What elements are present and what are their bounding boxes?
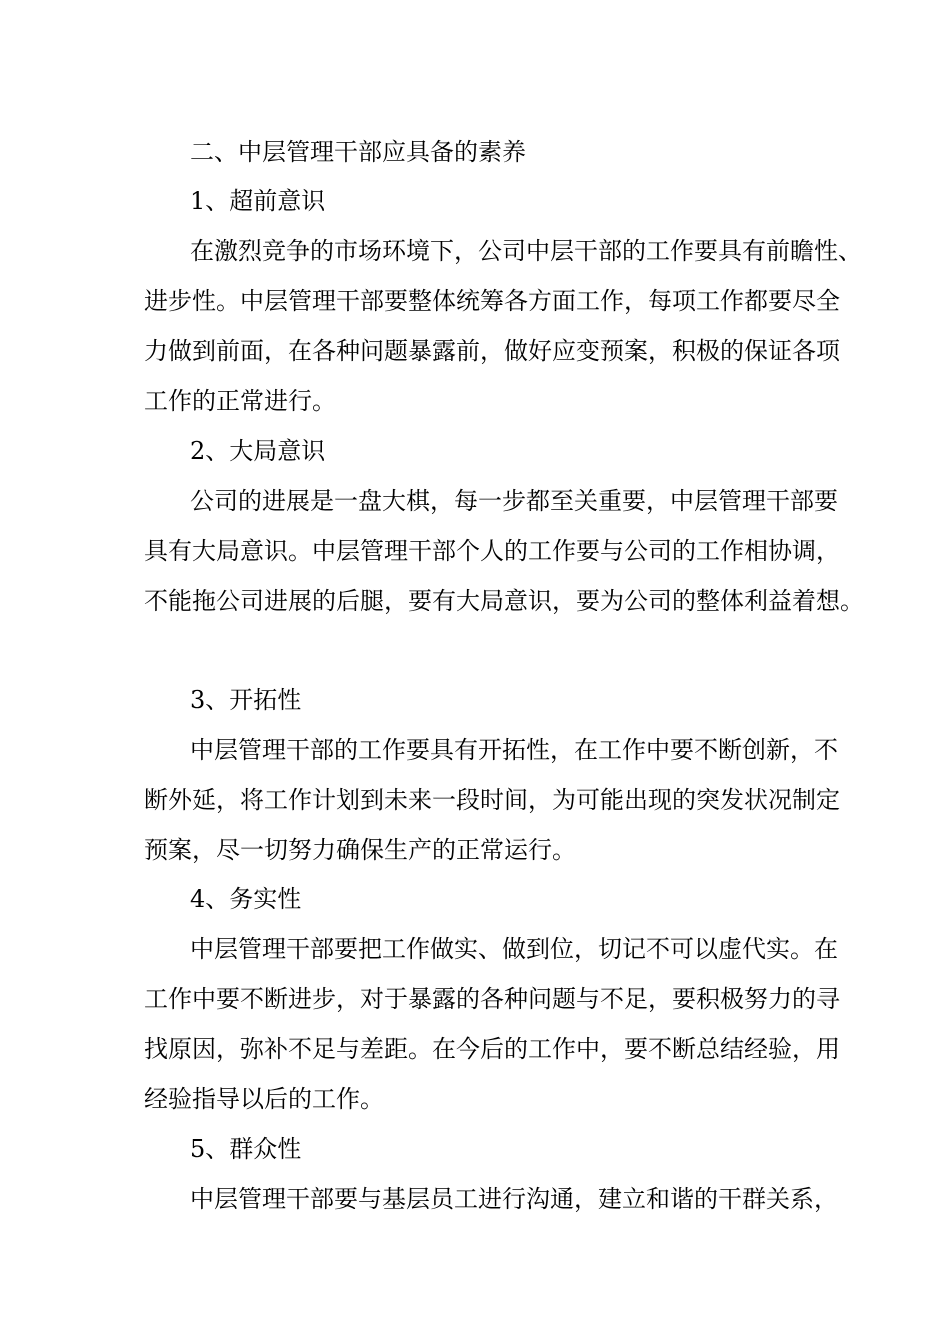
section-title-4: 4、务实性: [190, 885, 302, 913]
section-title-2: 2、大局意识: [190, 437, 326, 465]
paragraph-line: 具有大局意识。中层管理干部个人的工作要与公司的工作相协调，: [144, 537, 840, 565]
paragraph-line: 中层管理干部要把工作做实、做到位，切记不可以虚代实。在: [190, 935, 838, 963]
paragraph-line: 经验指导以后的工作。: [144, 1085, 384, 1113]
paragraph-line: 预案，尽一切努力确保生产的正常运行。: [144, 836, 576, 864]
paragraph-line: 进步性。中层管理干部要整体统筹各方面工作，每项工作都要尽全: [144, 287, 840, 315]
paragraph-line: 中层管理干部要与基层员工进行沟通，建立和谐的干群关系，: [190, 1185, 838, 1213]
paragraph-line: 在激烈竞争的市场环境下，公司中层干部的工作要具有前瞻性、: [190, 237, 862, 265]
paragraph-line: 中层管理干部的工作要具有开拓性，在工作中要不断创新，不: [190, 736, 838, 764]
section-heading: 二、中层管理干部应具备的素养: [190, 138, 526, 166]
paragraph-line: 不能拖公司进展的后腿，要有大局意识，要为公司的整体利益着想。: [144, 587, 864, 615]
paragraph-line: 工作中要不断进步，对于暴露的各种问题与不足，要积极努力的寻: [144, 985, 840, 1013]
section-title-5: 5、群众性: [190, 1135, 302, 1163]
paragraph-line: 找原因，弥补不足与差距。在今后的工作中，要不断总结经验，用: [144, 1035, 840, 1063]
paragraph-line: 公司的进展是一盘大棋，每一步都至关重要，中层管理干部要: [190, 487, 838, 515]
paragraph-line: 断外延，将工作计划到未来一段时间，为可能出现的突发状况制定: [144, 786, 840, 814]
paragraph-line: 工作的正常进行。: [144, 387, 336, 415]
paragraph-line: 力做到前面，在各种问题暴露前，做好应变预案，积极的保证各项: [144, 337, 840, 365]
section-title-1: 1、超前意识: [190, 187, 326, 215]
section-title-3: 3、开拓性: [190, 686, 302, 714]
